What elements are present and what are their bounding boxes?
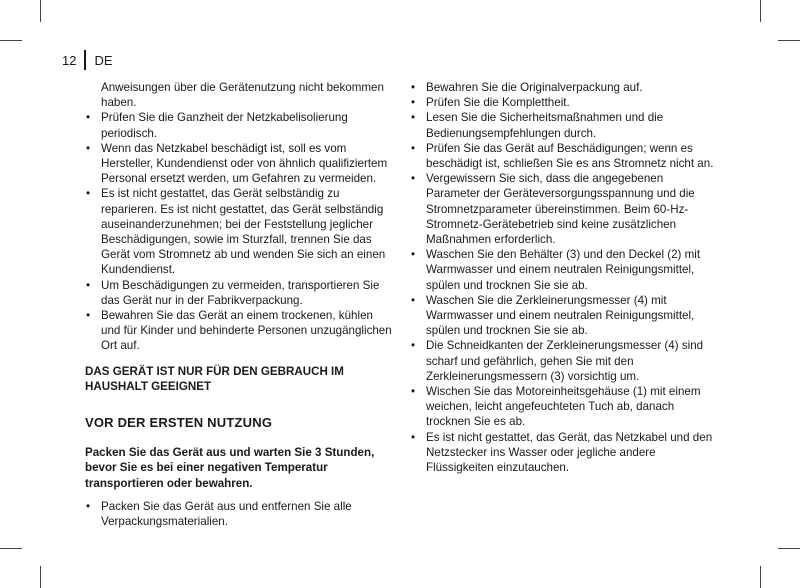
crop-mark — [778, 40, 800, 41]
preparation-list — [410, 80, 720, 475]
intro-paragraph: Packen Sie das Gerät aus und warten Sie 3 Stunden, bevor Sie es bei einer negativen Temperatur transportieren oder bewahren. — [85, 446, 375, 490]
crop-mark — [40, 0, 41, 22]
crop-mark — [0, 548, 22, 549]
list-item: • Bewahren Sie die Originalverpackung auf. — [411, 81, 643, 94]
left-column — [85, 80, 395, 529]
list-item: • Prüfen Sie die Ganzheit der Netzkabelisolierung periodisch. — [86, 111, 348, 140]
list-item: • Die Schneidkanten der Zerkleinerungsmesser (4) sind scharf und gefährlich, gehen Sie mit den Zerkleinerungsmessern (3) vorsichtig um. — [411, 339, 704, 383]
list-item: • Waschen Sie den Behälter (3) und den Deckel (2) mit Warmwasser und einem neutralen Reinigungsmittel, spülen und trocknen Sie sie ab. — [411, 248, 701, 292]
safety-list — [85, 110, 395, 353]
language-code: DE — [94, 52, 113, 68]
list-item: • Prüfen Sie die Komplettheit. — [411, 96, 570, 110]
continuation-text: Anweisungen über die Gerätenutzung nicht bekommen haben. — [101, 81, 384, 110]
household-warning: DAS GERÄT IST NUR FÜR DEN GEBRAUCH IM HAUSHALT GEEIGNET — [85, 364, 344, 393]
section-heading: VOR DER ERSTEN NUTZUNG — [85, 415, 273, 431]
list-item: • Um Beschädigungen zu vermeiden, transportieren Sie das Gerät nur in der Fabrikverpackung. — [86, 278, 380, 307]
header-divider — [84, 50, 86, 70]
unpacking-list — [85, 499, 395, 529]
list-item: • Wischen Sie das Motoreinheitsgehäuse (1) mit einem weichen, leicht angefeuchteten Tuch ab, danach trocknen Sie es ab. — [411, 385, 701, 429]
list-item: • Wenn das Netzkabel beschädigt ist, soll es vom Hersteller, Kundendienst oder von ähnlich qualifiziertem Personal ersetzt werden, um Gefahren zu vermeiden. — [86, 141, 388, 186]
crop-mark — [0, 40, 22, 41]
list-item: • Prüfen Sie das Gerät auf Beschädigungen; wenn es beschädigt ist, schließen Sie es ans Stromnetz nicht an. — [411, 141, 714, 171]
crop-mark — [40, 566, 41, 588]
right-column — [410, 80, 720, 475]
list-item: • Packen Sie das Gerät aus und entfernen Sie alle Verpackungsmaterialien. — [86, 499, 352, 529]
list-item: • Vergewissern Sie sich, dass die angegebenen Parameter der Geräteversorgungsspannung und die Stromnetzparameter übereinstimmen. Beim 60-Hz-Stromnetz-Gerätebetrieb sind keine zusätzlichen Maßnahmen erforderlich. — [411, 172, 695, 247]
page-number: 12 — [62, 52, 77, 68]
page-header — [62, 50, 113, 70]
list-item: • Bewahren Sie das Gerät an einem trockenen, kühlen und für Kinder und behinderte Personen unzugänglichen Ort auf. — [86, 309, 392, 353]
list-item: • Es ist nicht gestattet, das Gerät selbständig zu reparieren. Es ist nicht gestattet, das Gerät selbständig auseinanderzunehmen; bei der Feststellung jeglicher Beschädigungen, sowie im Sturzfall, trennen Sie das Gerät vom Stromnetz ab und wenden Sie sich an einen Kundendienst. — [86, 187, 386, 277]
list-item: • Waschen Sie die Zerkleinerungsmesser (4) mit Warmwasser und einem neutralen Reinigungsmittel, spülen und trocknen Sie sie ab. — [411, 293, 695, 338]
crop-mark — [760, 0, 761, 22]
crop-mark — [778, 548, 800, 549]
crop-mark — [760, 566, 761, 588]
list-item: • Lesen Sie die Sicherheitsmaßnahmen und die Bedienungsempfehlungen durch. — [411, 111, 664, 140]
list-item: • Es ist nicht gestattet, das Gerät, das Netzkabel und den Netzstecker ins Wasser oder jegliche andere Flüssigkeiten einzutauchen. — [411, 430, 713, 475]
